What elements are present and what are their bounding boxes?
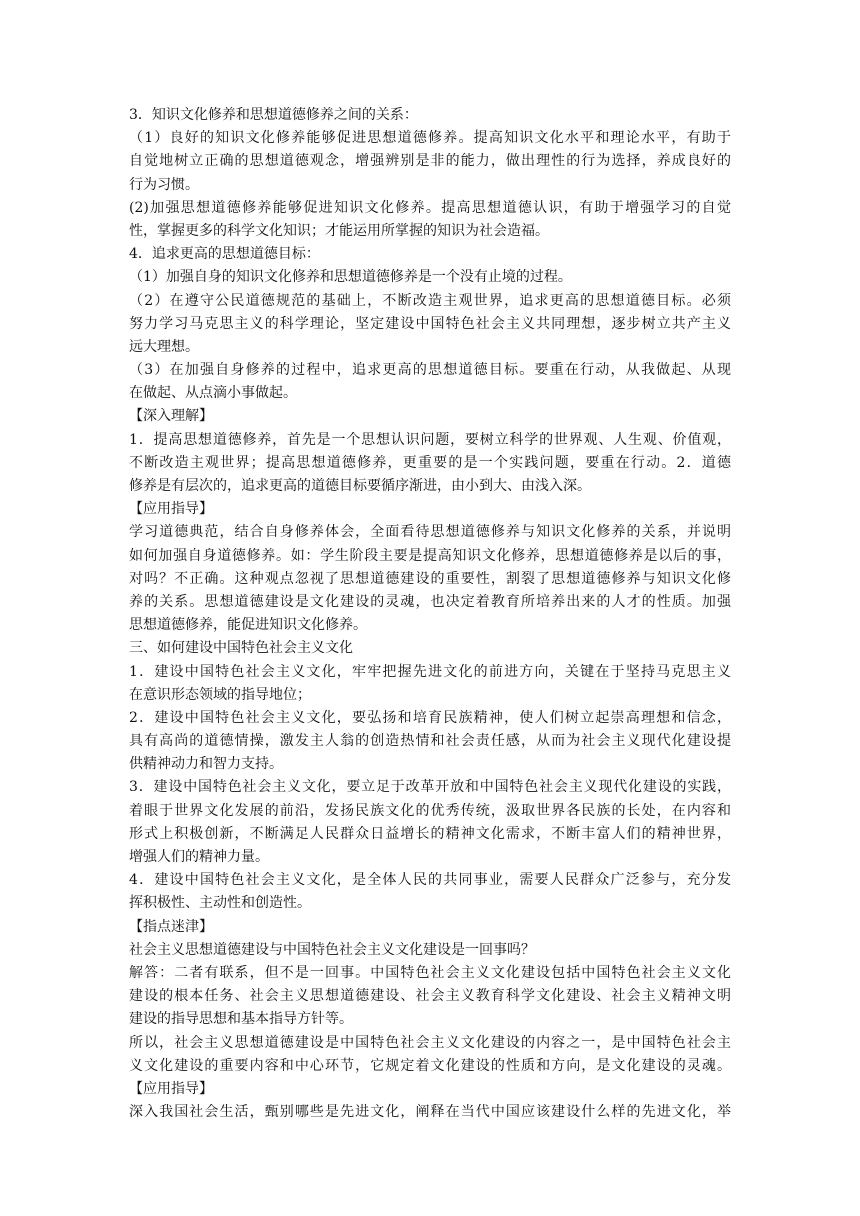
paragraph <box>129 197 731 243</box>
text-line: 1．建设中国特色社会主义文化，牢牢把握先进文化的前进方向，关键在于坚持马克思主义 <box>129 663 731 680</box>
text-line: 自觉地树立正确的思想道德观念，增强辨别是非的能力，做出理性的行为选择，养成良好的 <box>129 153 731 170</box>
paragraph <box>129 1032 731 1078</box>
paragraph <box>129 869 731 915</box>
text-line: 养的关系。思想道德建设是文化建设的灵魂，也决定着教育所培养出来的人才的性质。加强 <box>129 593 731 610</box>
text-line: 学习道德典范，结合自身修养体会，全面看待思想道德修养与知识文化修养的关系，并说明 <box>129 524 731 541</box>
text-line: 在做起、从点滴小事做起。 <box>129 385 297 402</box>
paragraph <box>129 776 731 869</box>
text-line: 努力学习马克思主义的科学理论，坚定建设中国特色社会主义共同理想，逐步树立共产主义 <box>129 315 731 332</box>
text-line: 行为习惯。 <box>129 176 199 193</box>
text-line: 义文化建设的重要内容和中心环节，它规定着文化建设的性质和方向，是文化建设的灵魂。 <box>129 1057 731 1074</box>
text-line: 【指点迷津】 <box>129 918 213 935</box>
text-line: 社会主义思想道德建设与中国特色社会主义文化建设是一回事吗？ <box>129 941 535 958</box>
paragraph <box>129 104 731 127</box>
text-line: 三、如何建设中国特色社会主义文化 <box>129 640 353 657</box>
text-line: 【深入理解】 <box>129 408 213 425</box>
paragraph <box>129 707 731 777</box>
text-line: 性，掌握更多的科学文化知识；才能运用所掌握的知识为社会造福。 <box>129 222 549 239</box>
paragraph <box>129 266 731 289</box>
paragraph <box>129 290 731 360</box>
paragraph <box>129 1101 731 1124</box>
text-line: 【应用指导】 <box>129 501 213 518</box>
paragraph <box>129 521 731 637</box>
section-heading <box>129 405 731 428</box>
text-line: 供精神动力和智力支持。 <box>129 756 283 773</box>
text-line: 4．追求更高的思想道德目标： <box>129 246 320 263</box>
text-line: （3）在加强自身修养的过程中，追求更高的思想道德目标。要重在行动，从我做起、从现 <box>129 362 731 379</box>
text-line: （2）在遵守公民道德规范的基础上，不断改造主观世界，追求更高的思想道德目标。必须 <box>129 292 731 309</box>
text-line: 3．建设中国特色社会主义文化，要立足于改革开放和中国特色社会主义现代化建设的实践， <box>129 779 731 796</box>
text-line: 建设的指导思想和基本指导方针等。 <box>129 1011 353 1028</box>
text-line: 远大理想。 <box>129 338 199 355</box>
text-line: 1．提高思想道德修养，首先是一个思想认识问题，要树立科学的世界观、人生观、价值观， <box>129 431 731 448</box>
section-heading <box>129 498 731 521</box>
text-line: 4．建设中国特色社会主义文化，是全体人民的共同事业，需要人民群众广泛参与，充分发 <box>129 872 731 889</box>
text-line: 3．知识文化修养和思想道德修养之间的关系： <box>129 107 418 123</box>
text-line: 建设的根本任务、社会主义思想道德建设、社会主义教育科学文化建设、社会主义精神文明 <box>129 988 731 1005</box>
paragraph <box>129 243 731 266</box>
text-line: 不断改造主观世界；提高思想道德修养，更重要的是一个实践问题，要重在行动。2．道德 <box>129 454 731 471</box>
section-heading <box>129 916 731 939</box>
section-heading <box>129 637 731 660</box>
text-line: （1）加强自身的知识文化修养和思想道德修养是一个没有止境的过程。 <box>129 269 572 286</box>
text-line: 修养是有层次的，追求更高的道德目标要循序渐进，由小到大、由浅入深。 <box>129 478 591 494</box>
paragraph <box>129 359 731 405</box>
paragraph <box>129 127 731 197</box>
text-line: 2．建设中国特色社会主义文化，要弘扬和培育民族精神，使人们树立起崇高理想和信念， <box>129 709 731 726</box>
text-line: 具有高尚的道德情操，激发主人翁的创造热情和社会责任感，从而为社会主义现代化建设提 <box>129 733 731 750</box>
text-line: 在意识形态领域的指导地位； <box>129 686 311 703</box>
text-line: 思想道德修养，能促进知识文化修养。 <box>129 617 367 634</box>
section-heading <box>129 1078 731 1101</box>
text-line: 挥积极性、主动性和创造性。 <box>129 895 311 912</box>
text-line: 解答：二者有联系，但不是一回事。中国特色社会主义文化建设包括中国特色社会主义文化 <box>129 964 731 981</box>
text-line: 深入我国社会生活，甄别哪些是先进文化，阐释在当代中国应该建设什么样的先进文化，举 <box>129 1104 731 1121</box>
text-line: 所以，社会主义思想道德建设是中国特色社会主义文化建设的内容之一，是中国特色社会主 <box>129 1034 731 1051</box>
paragraph <box>129 661 731 707</box>
paragraph <box>129 429 731 499</box>
question <box>129 939 731 962</box>
document-page <box>129 104 731 1124</box>
text-line: 着眼于世界文化发展的前沿，发扬民族文化的优秀传统，汲取世界各民族的长处，在内容和 <box>129 802 731 819</box>
answer <box>129 962 731 1032</box>
text-line: (2)加强思想道德修养能够促进知识文化修养。提高思想道德认识，有助于增强学习的自觉 <box>129 199 731 216</box>
text-line: 如何加强自身道德修养。如：学生阶段主要是提高知识文化修养，思想道德修养是以后的事， <box>129 547 731 564</box>
text-line: 增强人们的精神力量。 <box>129 849 269 865</box>
text-line: 对吗？不正确。这种观点忽视了思想道德建设的重要性，割裂了思想道德修养与知识文化修 <box>129 570 731 587</box>
text-line: 【应用指导】 <box>129 1080 213 1097</box>
text-line: （1）良好的知识文化修养能够促进思想道德修养。提高知识文化水平和理论水平，有助于 <box>129 130 731 147</box>
text-line: 形式上积极创新，不断满足人民群众日益增长的精神文化需求，不断丰富人们的精神世界， <box>129 825 731 842</box>
